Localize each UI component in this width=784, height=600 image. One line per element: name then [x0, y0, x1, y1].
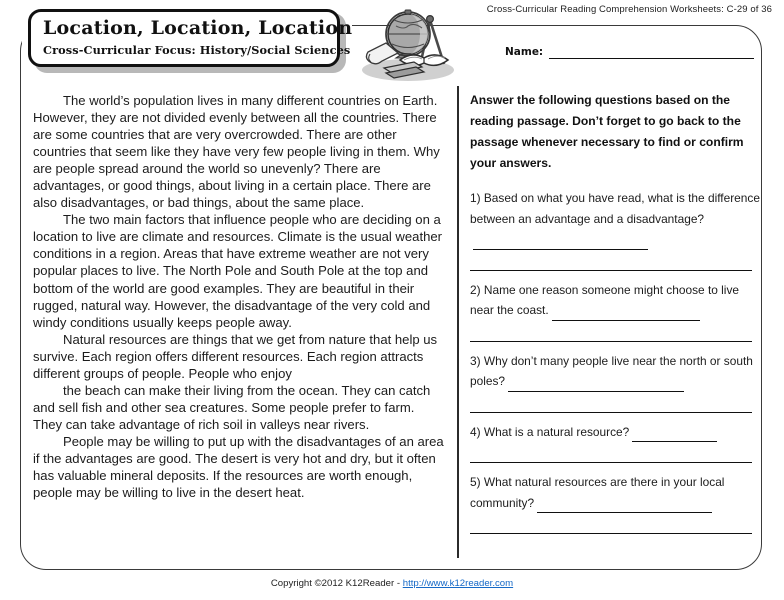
answer-blank-inline[interactable] — [552, 308, 700, 321]
page-title: Location, Location, Location — [43, 16, 353, 39]
question-item — [470, 351, 760, 413]
answer-blank-inline[interactable] — [537, 500, 712, 513]
passage-paragraph: The two main factors that influence people who are deciding on a location to live are climate and resources. Climate is the usual weather conditions in a region. Areas that have extreme weather are not very popular places to live. The North Pole and South Pole at the top and bottom of the world are good examples. They are beautiful in their rugged, natural way. However, the disadvantage of the very cold and windy conditions usually keeps people away. — [33, 212, 443, 330]
question-text: 3) Why don’t many people live near the north or south poles? — [470, 353, 753, 388]
questions-column — [470, 90, 760, 543]
answer-blank-inline[interactable] — [632, 429, 717, 442]
answer-blank-line[interactable] — [470, 324, 752, 342]
page-subtitle: Cross-Curricular Focus: History/Social Sciences — [43, 43, 351, 58]
question-text: 5) What natural resources are there in your local community? — [470, 475, 725, 510]
answer-blank-line[interactable] — [470, 253, 752, 271]
k12reader-link[interactable]: http://www.k12reader.com — [402, 578, 514, 589]
column-divider — [457, 86, 459, 558]
passage-paragraph: the beach can make their living from the ocean. They can catch and sell fish and other sea creatures. Some people prefer to farm. They can take advantage of rich soil in valleys near rivers. — [33, 382, 431, 432]
question-item — [470, 188, 760, 271]
name-field-row[interactable] — [505, 46, 754, 59]
answer-blank-inline[interactable] — [508, 379, 684, 392]
passage-paragraph: Natural resources are things that we get from nature that help us survive. Each region offers different resources. Each region attracts different groups of people. People who enjoy — [33, 331, 438, 381]
question-item — [470, 280, 760, 342]
question-item — [470, 422, 760, 464]
questions-instructions: Answer the following questions based on the reading passage. Don’t forget to go back to the passage whenever necessary to find or confirm your answers. — [470, 93, 744, 170]
answer-blank-inline[interactable] — [473, 237, 648, 250]
passage-paragraph: The world’s population lives in many different countries on Earth. However, they are not divided evenly between all the countries. There are some countries that are very overcrowded. There are other countries that seem like they have very few people living in them. Why are people spread around the world so unevenly? There are advantages, or good things, about living in a certain place. There are also disadvantages, or bad things, about the same place. — [33, 93, 440, 211]
answer-blank-line[interactable] — [470, 516, 752, 534]
reading-passage — [33, 92, 445, 501]
worksheet-series-label: Cross-Curricular Reading Comprehension Worksheets: C-29 of 36 — [486, 4, 772, 15]
name-label: Name: — [505, 46, 544, 58]
answer-blank-line[interactable] — [470, 445, 752, 463]
footer — [0, 578, 784, 589]
worksheet-title-box — [28, 9, 353, 67]
question-item — [470, 472, 760, 534]
passage-paragraph: People may be willing to put up with the disadvantages of an area if the advantages are good. The desert is very hot and dry, but it often has valuable mineral deposits. If the resources are worth enough, people may be willing to live in the desert heat. — [33, 433, 444, 501]
question-text: 1) Based on what you have read, what is the difference between an advantage and a disadvantage? — [470, 191, 760, 226]
globe-books-compass-icon — [352, 0, 464, 86]
name-input-blank[interactable] — [549, 47, 754, 59]
answer-blank-line[interactable] — [470, 395, 752, 413]
question-text: 2) Name one reason someone might choose to live near the coast. — [470, 282, 740, 317]
question-text: 4) What is a natural resource? — [470, 424, 630, 439]
copyright-text: Copyright ©2012 K12Reader - — [270, 578, 403, 589]
